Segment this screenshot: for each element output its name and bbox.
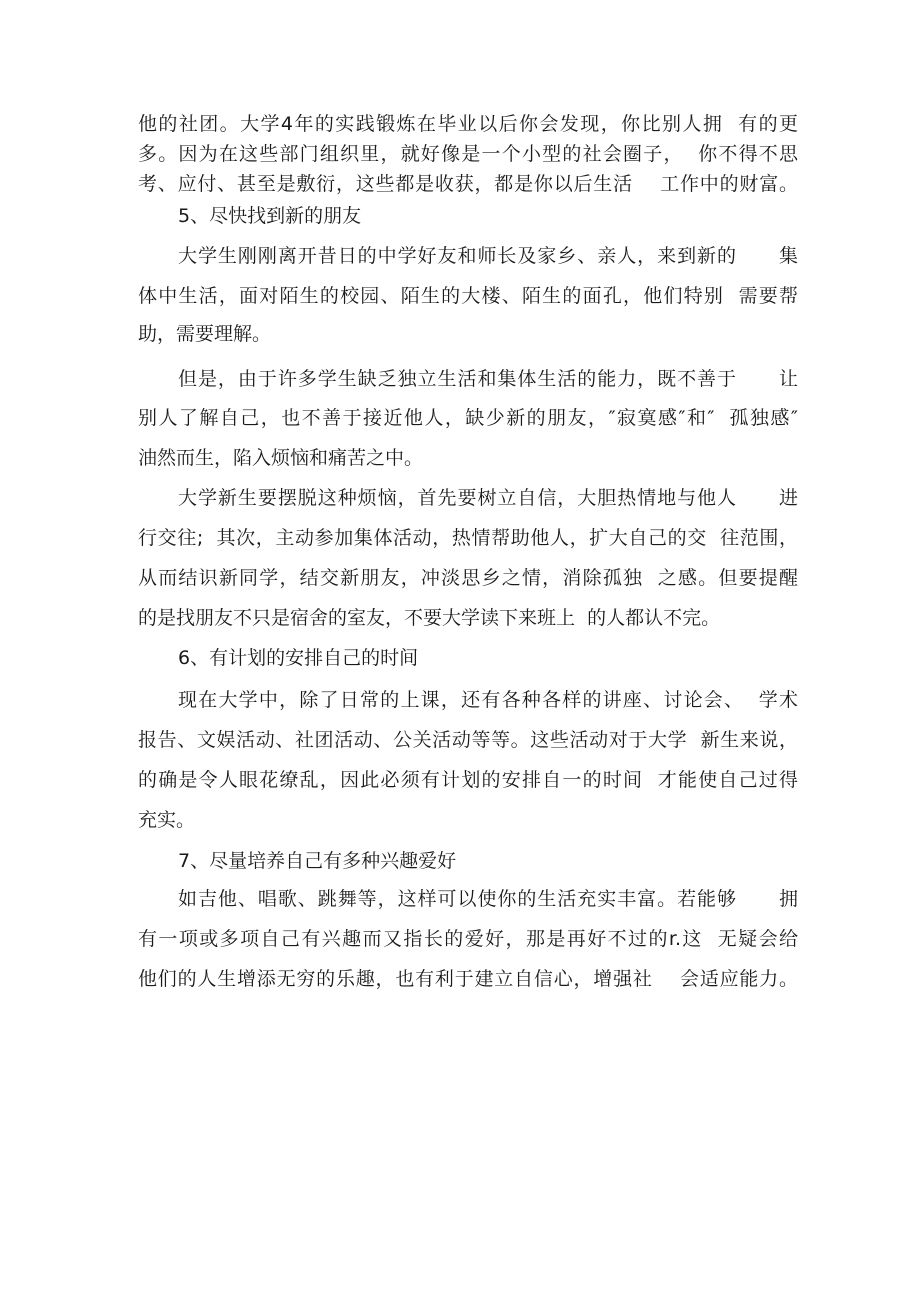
paragraph-line: 大学新生要摆脱这种烦恼，首先要树立自信，大胆热情地与他人 进 xyxy=(178,487,798,509)
paragraph-line: 充实。 xyxy=(138,809,196,831)
paragraph-line: 考、应付、甚至是敷衍，这些都是收获，都是你以后生活 工作中的财富。 xyxy=(138,173,798,195)
paragraph-line: 体中生活，面对陌生的校园、陌生的大楼、陌生的面孔，他们特别 需要帮 xyxy=(138,285,798,307)
paragraph-line: 油然而生，陷入烦恼和痛苦之中。 xyxy=(138,447,424,469)
paragraph-line: 多。因为在这些部门组织里，就好像是一个小型的社会圈子， 你不得不思 xyxy=(138,143,798,165)
paragraph-line: 从而结识新同学，结交新朋友，冲淡思乡之情，消除孤独 之感。但要提醒 xyxy=(138,567,798,589)
section-heading: 6、有计划的安排自己的时间 xyxy=(178,647,419,669)
paragraph-line: 如吉他、唱歌、跳舞等，这样可以使你的生活充实丰富。若能够 拥 xyxy=(178,888,798,910)
paragraph-line: 报告、文娱活动、社团活动、公关活动等等。这些活动对于大学 新生来说， xyxy=(138,729,798,751)
section-heading: 7、尽量培养自己有多种兴趣爱好 xyxy=(178,850,457,872)
paragraph-line: 他的社团。大学4年的实践锻炼在毕业以后你会发现，你比别人拥 有的更 xyxy=(138,113,798,135)
section-heading: 5、尽快找到新的朋友 xyxy=(178,205,362,227)
paragraph-line: 大学生刚刚离开昔日的中学好友和师长及家乡、亲人，来到新的 集 xyxy=(178,245,798,267)
paragraph-line: 但是，由于许多学生缺乏独立生活和集体生活的能力，既不善于 让 xyxy=(178,368,798,390)
paragraph-line: 他们的人生增添无穷的乐趣，也有利于建立自信心，增强社 会适应能力。 xyxy=(138,968,798,990)
paragraph-line: 别人了解自己，也不善于接近他人，缺少新的朋友，″寂寞感″和″ 孤独感″ xyxy=(138,407,798,429)
paragraph-line: 的是找朋友不只是宿舍的室友，不要大学读下来班上 的人都认不完。 xyxy=(138,607,721,629)
paragraph-line: 的确是令人眼花缭乱，因此必须有计划的安排自一的时间 才能使自己过得 xyxy=(138,769,798,791)
paragraph-line: 行交往; 其次，主动参加集体活动，热情帮助他人，扩大自己的交 往范围， xyxy=(138,527,798,549)
paragraph-line: 有一项或多项自己有兴趣而又指长的爱好，那是再好不过的r.这 无疑会给 xyxy=(138,928,798,950)
paragraph-line: 助，需要理解。 xyxy=(138,323,272,345)
paragraph-line: 现在大学中，除了日常的上课，还有各种各样的讲座、讨论会、 学术 xyxy=(178,689,798,711)
